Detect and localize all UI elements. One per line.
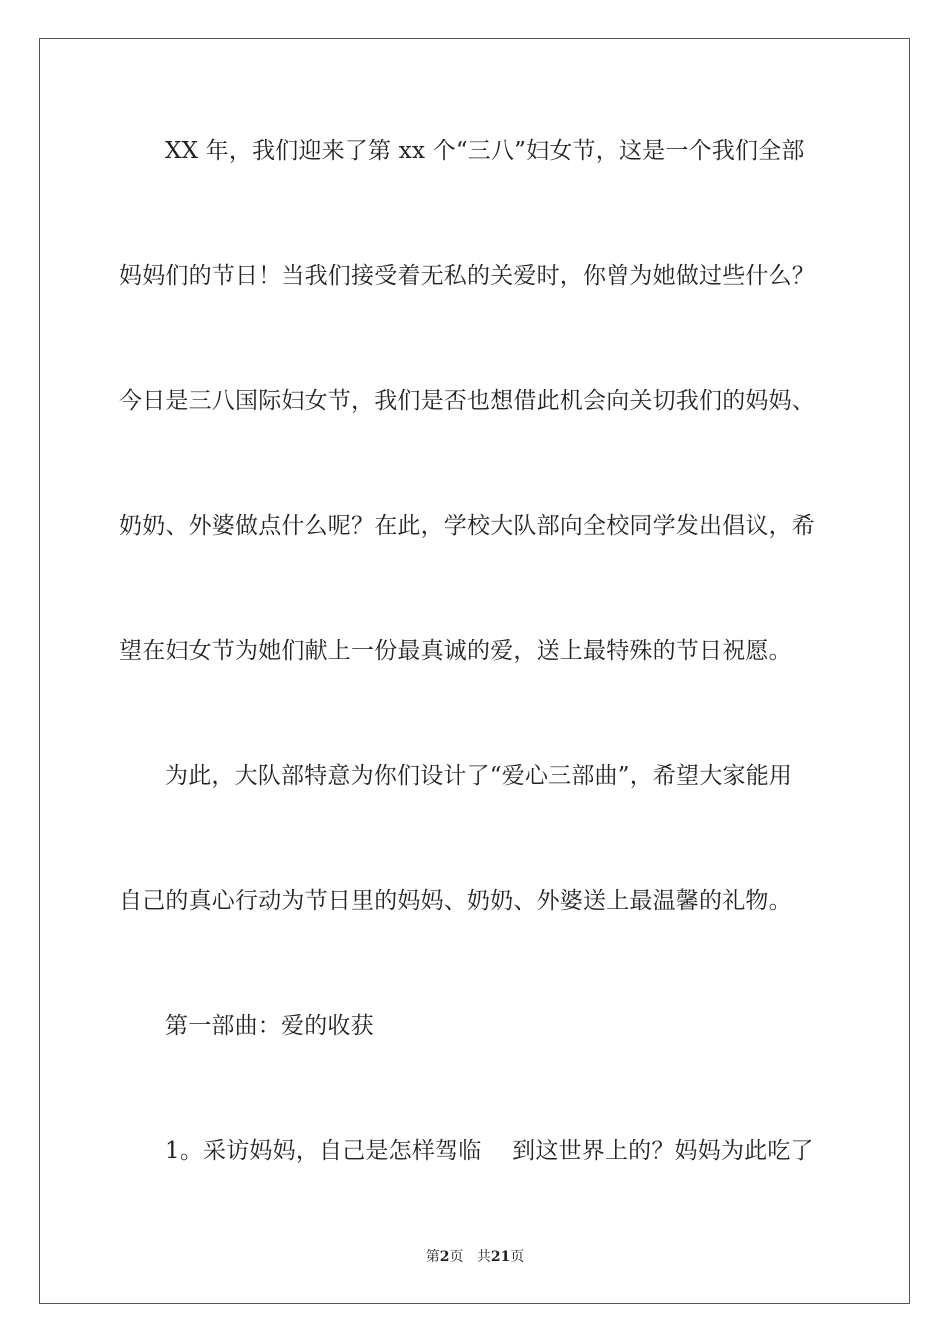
paragraph-line-1: XX 年，我们迎来了第 xx 个“三八”妇女节，这是一个我们全部	[165, 138, 805, 164]
footer-total-pages: 21	[490, 1249, 511, 1265]
page-footer	[0, 1248, 950, 1266]
section-heading: 第一部曲：爱的收获	[165, 1013, 374, 1039]
footer-page-suffix: 页	[449, 1249, 464, 1265]
list-item-line-1: 1。采访妈妈，自己是怎样驾临 到这世界上的？妈妈为此吃了	[165, 1138, 814, 1164]
paragraph-line-2: 妈妈们的节日！当我们接受着无私的关爱时，你曾为她做过些什么？	[119, 263, 815, 289]
paragraph-line-7: 自己的真心行动为节日里的妈妈、奶奶、外婆送上最温馨的礼物。	[119, 888, 792, 914]
footer-total-prefix: 共	[476, 1249, 491, 1265]
paragraph-line-3: 今日是三八国际妇女节，我们是否也想借此机会向关切我们的妈妈、	[119, 388, 815, 414]
paragraph-line-6: 为此，大队部特意为你们设计了“爱心三部曲”，希望大家能用	[165, 763, 793, 789]
paragraph-line-5: 望在妇女节为她们献上一份最真诚的爱，送上最特殊的节日祝愿。	[119, 638, 792, 664]
paragraph-line-4: 奶奶、外婆做点什么呢？在此，学校大队部向全校同学发出倡议，希	[119, 513, 815, 539]
page-border	[39, 38, 910, 1304]
footer-page-prefix: 第	[425, 1249, 440, 1265]
footer-page-number: 2	[439, 1249, 450, 1265]
footer-total-suffix: 页	[510, 1249, 525, 1265]
